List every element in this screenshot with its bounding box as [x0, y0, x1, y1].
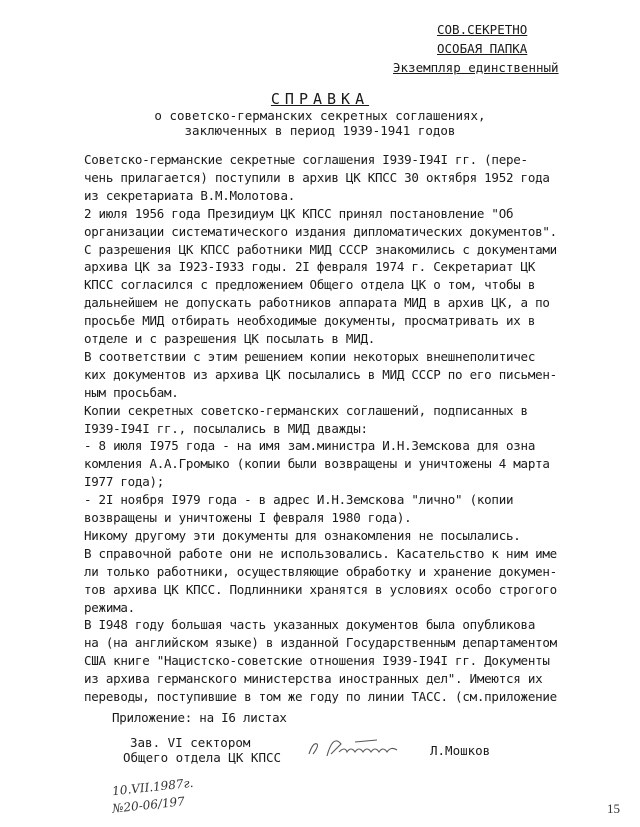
body-text-line: С разрешения ЦК КПСС работники МИД СССР знакомились с документами [84, 241, 557, 257]
document-subtitle-line1: о советско-германских секретных соглашениях, [154, 108, 486, 123]
body-text-line: 2 июля 1956 года Президиум ЦК КПСС принял постановление "Об [84, 205, 514, 221]
body-text-line: просьбе МИД отбирать необходимые документы, просматривать их в [84, 313, 536, 329]
signatory-position-line2: Общего отдела ЦК КПСС [123, 750, 282, 765]
handwritten-signature [305, 730, 415, 764]
body-text-line: Копии секретных советско-германских соглашений, подписанных в [84, 402, 528, 418]
body-text-line: переводы, поступившие в том же году по линии ТАСС. (см.приложение [84, 689, 557, 704]
body-text-line: ным просьбам. [84, 384, 179, 400]
body-text-line: на (на английском языке) в изданной Государственным департаментом [84, 635, 557, 651]
copy-notice: Экземпляр единственный [393, 60, 559, 75]
body-text-line: возвращены и уничтожены I февраля 1980 года). [84, 510, 412, 525]
body-text-line: ли только работники, осуществляющие обработку и хранение докумен- [84, 563, 557, 579]
body-text-line: организации систематического издания дипломатических документов". [84, 223, 557, 239]
body-text-line: комления А.А.Громыко (копии были возвращены и уничтожены 4 марта [84, 456, 550, 472]
secrecy-stamp-line2: ОСОБАЯ ПАПКА [437, 41, 528, 56]
body-text-line: из секретариата В.М.Молотова. [84, 187, 295, 203]
body-text-line: отделе и с разрешения ЦК посылать в МИД. [84, 331, 376, 346]
page-number: 15 [607, 801, 620, 816]
handwritten-reg-number: №20-06/197 [111, 794, 186, 816]
body-text-line: тов архива ЦК КПСС. Подлинники хранятся в условиях особо строгого [84, 581, 557, 597]
body-text-line: из архива германского министерства иностранных дел". Имеются их [84, 671, 543, 687]
document-title: СПРАВКА [270, 90, 370, 108]
attachment-note: Приложение: на I6 листах [112, 710, 287, 725]
signatory-name: Л.Мошков [430, 743, 491, 758]
body-text-line: чень прилагается) поступили в архив ЦК КПСС 30 октября 1952 года [84, 169, 550, 185]
body-text-line: - 2I ноября I979 года - в адрес И.Н.Земскова "лично" (копии [84, 492, 514, 508]
document-subtitle-line2: заключенных в период 1939-1941 годов [184, 123, 456, 138]
body-text-line: режима. [84, 599, 135, 615]
body-text-line: ких документов из архива ЦК посылались в МИД СССР по его письмен- [84, 366, 557, 382]
body-text-line: - 8 июля I975 года - на имя зам.министра И.Н.Земскова для озна [84, 438, 536, 454]
signatory-position-line1: Зав. VI сектором [130, 735, 251, 750]
body-text-line: США книге "Нацистско-советские отношения I939-I94I гг. Документы [84, 653, 550, 669]
handwritten-date: 10.VII.1987г. [111, 775, 194, 799]
body-text-line: Никому другому эти документы для ознакомления не посылались. [84, 527, 521, 543]
body-text-line: В справочной работе они не использовались. Касательство к ним име [84, 545, 557, 561]
body-text-line: КПСС согласился с предложением Общего отдела ЦК о том, чтобы в [84, 277, 536, 293]
body-text-line: I939-I94I гг., посылались в МИД дважды: [84, 420, 368, 436]
body-text-line: I977 года); [84, 474, 165, 490]
body-text-line: Советско-германские секретные соглашения I939-I94I гг. (пере- [84, 152, 528, 167]
body-text-line: В соответствии с этим решением копии некоторых внешнеполитичес [84, 348, 536, 364]
body-text-line: дальнейшем не допускать работников аппарата МИД в архив ЦК, а по [84, 295, 550, 311]
body-text-line: В I948 году большая часть указанных документов была опубликова [84, 617, 536, 633]
body-text-line: архива ЦК за I923-I933 годы. 2I февраля 1974 г. Секретариат ЦК [84, 259, 536, 275]
secrecy-stamp-line1: СОВ.СЕКРЕТНО [437, 22, 528, 37]
